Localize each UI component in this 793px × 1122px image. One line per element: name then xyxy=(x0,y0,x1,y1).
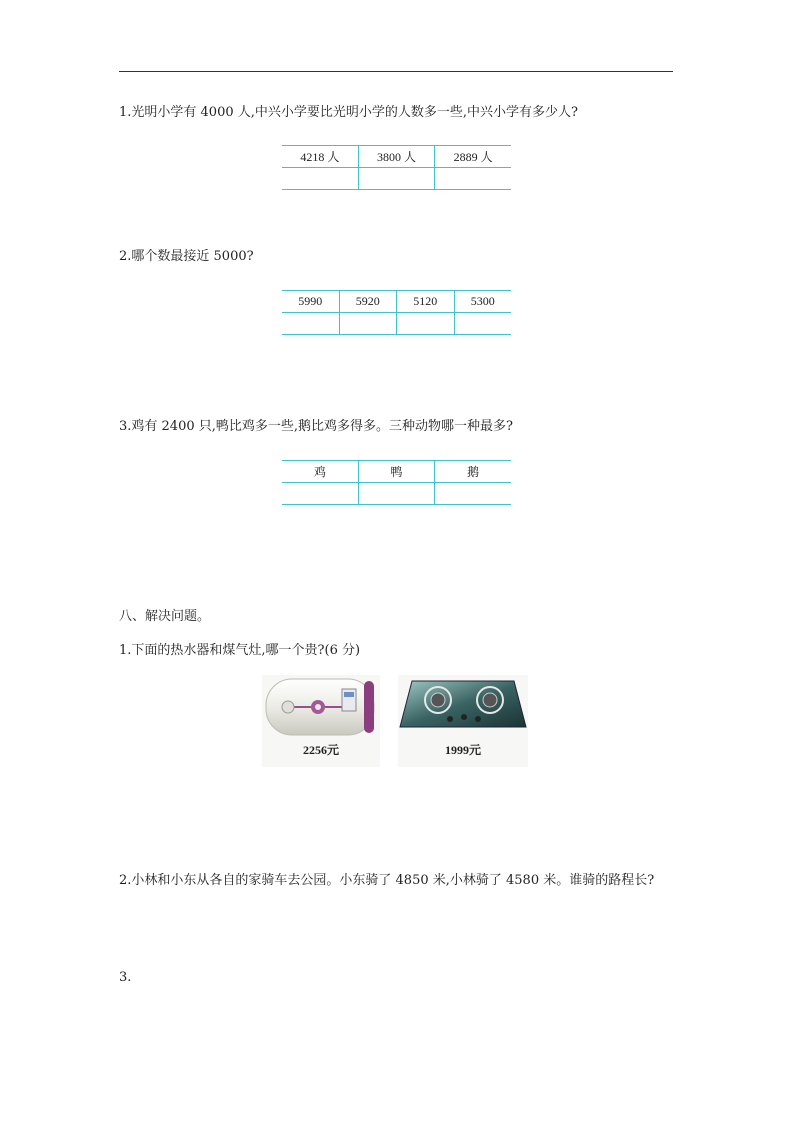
question-1-text: 1.光明小学有 4000 人,中兴小学要比光明小学的人数多一些,中兴小学有多少人? xyxy=(119,105,578,120)
water-heater-icon xyxy=(262,675,380,741)
problem-3-text: 3. xyxy=(119,970,132,985)
option-cell: 5300 xyxy=(454,291,511,313)
answer-cell[interactable] xyxy=(339,313,397,335)
gas-stove-image xyxy=(398,675,528,767)
answer-cell[interactable] xyxy=(454,313,511,335)
gas-stove-icon xyxy=(398,675,528,733)
option-cell: 5990 xyxy=(282,291,339,313)
answer-cell[interactable] xyxy=(397,313,455,335)
option-cell: 鸡 xyxy=(282,461,358,483)
answer-cell[interactable] xyxy=(282,168,358,190)
question-2-text: 2.哪个数最接近 5000? xyxy=(119,249,254,264)
question-3-text: 3.鸡有 2400 只,鸭比鸡多一些,鹅比鸡多得多。三种动物哪一种最多? xyxy=(119,419,513,434)
option-cell: 鹅 xyxy=(435,461,511,483)
answer-cell[interactable] xyxy=(282,483,358,505)
stove-price: 1999元 xyxy=(444,743,481,757)
answer-cell[interactable] xyxy=(282,313,339,335)
option-cell: 4218 人 xyxy=(282,146,358,168)
problem-1-text: 1.下面的热水器和煤气灶,哪一个贵?(6 分) xyxy=(119,643,361,658)
option-cell: 5120 xyxy=(397,291,455,313)
option-cell: 3800 人 xyxy=(358,146,435,168)
answer-cell[interactable] xyxy=(358,483,435,505)
option-cell: 5920 xyxy=(339,291,397,313)
answer-cell[interactable] xyxy=(358,168,435,190)
question-1-table xyxy=(282,145,511,190)
header-rule xyxy=(119,71,673,72)
heater-price: 2256元 xyxy=(302,743,339,757)
option-cell: 2889 人 xyxy=(435,146,511,168)
section-8-title: 八、解决问题。 xyxy=(119,609,211,624)
question-3-table xyxy=(282,460,511,505)
water-heater-image xyxy=(262,675,380,767)
problem-2-text: 2.小林和小东从各自的家骑车去公园。小东骑了 4850 米,小林骑了 4580 米。谁骑的路程长? xyxy=(119,873,655,888)
answer-cell[interactable] xyxy=(435,483,511,505)
question-2-table xyxy=(282,290,511,335)
option-cell: 鸭 xyxy=(358,461,435,483)
answer-cell[interactable] xyxy=(435,168,511,190)
